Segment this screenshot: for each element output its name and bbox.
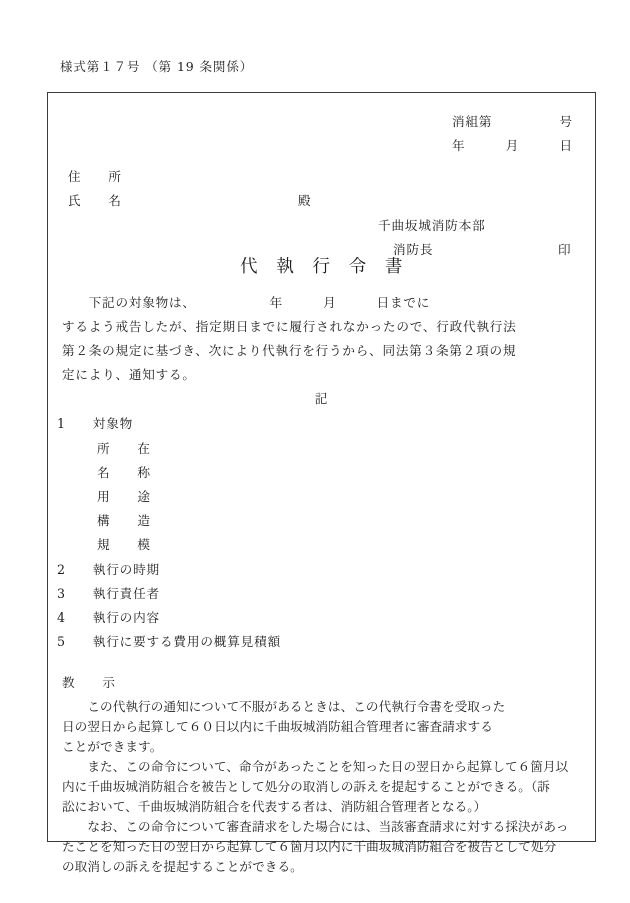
issuer-organization: 千曲坂城消防本部 [378, 218, 486, 233]
list-item-1-label: 対象物 [92, 416, 134, 431]
list-item-gap [66, 634, 93, 649]
list-item-gap [66, 562, 93, 577]
instructions-p3-line1: なお、この命令について審査請求をした場合には、当該審査請求に対する採決があっ [62, 819, 569, 834]
instructions-p3-line2: たことを知った日の翌日から起算して６箇月以内に千曲坂城消防組合を被告として処分 [62, 839, 557, 854]
list-item-gap [66, 610, 93, 625]
list-item-3-number: 3 [57, 586, 66, 601]
list-item-5-label: 執行に要する費用の概算見積額 [92, 634, 281, 649]
body-line-4: 定により、通知する。 [62, 367, 196, 382]
list-item-gap [66, 416, 93, 431]
document-date-field: 年 月 日 [452, 138, 573, 153]
object-detail-structure: 構 造 [97, 513, 151, 528]
list-item-1-number: 1 [57, 416, 66, 431]
body-line-2: するよう戒告したが、指定期日までに履行されなかったので、行政代執行法 [62, 319, 517, 334]
issuer-seal-mark: 印 [558, 242, 572, 257]
instructions-p2-line1: また、この命令について、命令があったことを知った日の翌日から起算して６箇月以 [62, 759, 569, 774]
instructions-p1-line2: 日の翌日から起算して６０日以内に千曲坂城消防組合管理者に審査請求する [62, 719, 493, 734]
list-item-1 [57, 418, 133, 431]
document-body [48, 93, 595, 874]
document-number-field: 消組第 号 [452, 114, 573, 129]
list-item-5-number: 5 [57, 634, 66, 649]
instructions-heading: 教 示 [62, 675, 116, 690]
list-item-5 [57, 636, 281, 649]
body-line-3: 第２条の規定に基づき、次により代執行を行うから、同法第３条第２項の規 [62, 343, 517, 358]
instructions-p1-line3: ことができます。 [62, 739, 163, 754]
form-number-label: 様式第１７号 （第 19 条関係） [60, 59, 254, 74]
list-item-4 [57, 612, 160, 625]
list-item-4-label: 執行の内容 [92, 610, 160, 625]
list-item-gap [66, 586, 93, 601]
issuer-title: 消防長 [393, 242, 434, 257]
object-detail-scale: 規 模 [97, 537, 151, 552]
instructions-p3-line3: の取消しの訴えを提起することができる。 [62, 859, 303, 874]
instructions-p2-line2: 内に千曲坂城消防組合を被告として処分の取消しの訴えを提起することができる。（訴 [62, 779, 550, 794]
list-item-2-number: 2 [57, 562, 66, 577]
page-title: 代 執 行 令 書 [240, 257, 403, 277]
list-item-3 [57, 588, 160, 601]
list-item-3-label: 執行責任者 [92, 586, 160, 601]
instructions-p1-line1: この代執行の通知について不服があるときは、この代執行令書を受取った [62, 699, 506, 714]
object-detail-name: 名 称 [97, 465, 151, 480]
list-item-2 [57, 564, 160, 577]
instructions-p2-line3: 訟において、千曲坂城消防組合を代表する者は、消防組合管理者となる。） [62, 799, 487, 814]
list-item-2-label: 執行の時期 [92, 562, 160, 577]
recipient-address-label: 住 所 [68, 169, 122, 184]
document-frame [47, 92, 596, 874]
object-detail-usage: 用 途 [97, 489, 151, 504]
ki-marker: 記 [314, 391, 329, 406]
body-line-1: 下記の対象物は、 年 月 日までに [62, 295, 431, 310]
object-detail-location: 所 在 [97, 441, 151, 456]
list-item-4-number: 4 [57, 610, 66, 625]
recipient-name-label: 氏 名 [68, 193, 122, 208]
recipient-honorific: 殿 [298, 193, 312, 208]
